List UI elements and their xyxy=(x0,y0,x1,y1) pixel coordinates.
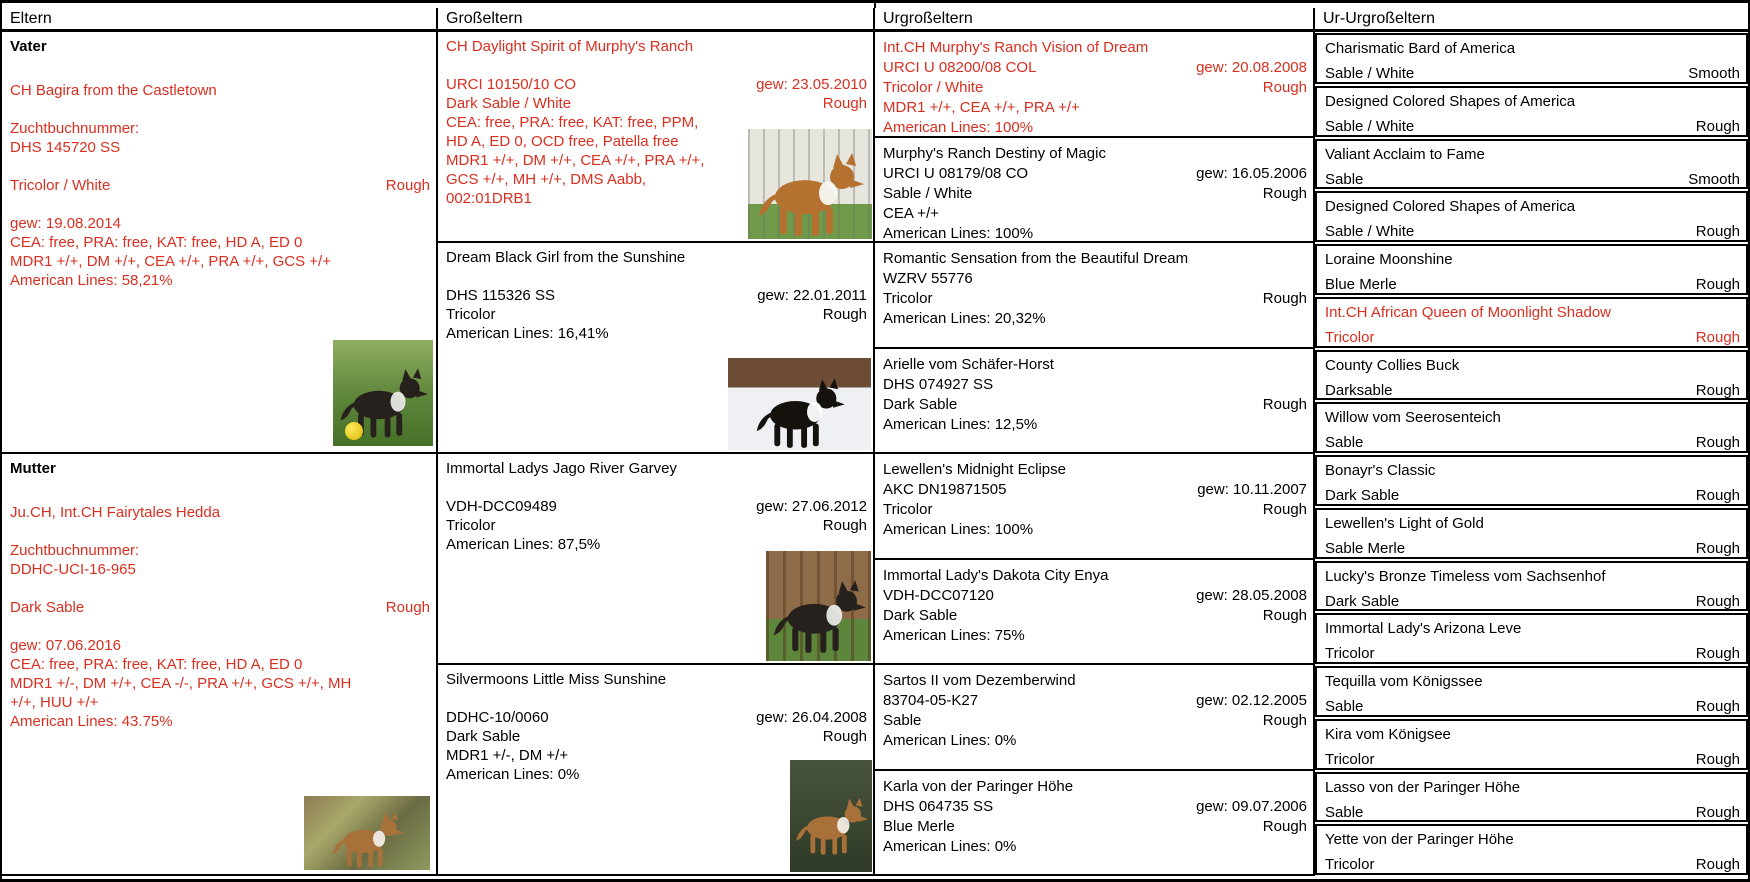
health-line: MDR1 +/-, DM +/+ xyxy=(446,747,569,764)
dog-color: Sable xyxy=(1325,434,1364,452)
ancestor-cell-great-grandparent-7 xyxy=(875,665,1315,771)
coat-type: Rough xyxy=(1262,817,1307,835)
coat-type: Rough xyxy=(1262,395,1307,413)
dog-photo xyxy=(766,551,871,661)
health-line: HD A, ED 0, OCD free, Patella free xyxy=(446,133,679,150)
header-grosseltern: Großeltern xyxy=(438,8,875,29)
registration-number: DDHC-UCI-16-965 xyxy=(10,561,136,578)
registration-number: DHS 064735 SS xyxy=(883,797,994,815)
dog-name: CH Daylight Spirit of Murphy's Ranch xyxy=(446,38,694,55)
ancestor-cell-gg-grandparent-12 xyxy=(1315,613,1748,664)
ancestor-cell-gg-grandparent-9 xyxy=(1315,455,1748,506)
coat-type: Rough xyxy=(1695,223,1740,241)
studbook-label: Zuchtbuchnummer: xyxy=(10,542,140,559)
dog-color: Sable Merle xyxy=(1325,539,1406,557)
coat-type: Rough xyxy=(1695,856,1740,874)
dog-name: Bonayr's Classic xyxy=(1325,462,1436,479)
dog-color: Sable xyxy=(883,712,922,729)
coat-type: Rough xyxy=(1262,290,1307,307)
registration-number: DHS 115326 SS xyxy=(446,287,555,304)
ancestor-cell-great-grandparent-6 xyxy=(875,560,1315,666)
birth-date: gew: 02.12.2005 xyxy=(1196,692,1307,709)
ancestor-cell-great-grandparent-3 xyxy=(875,243,1315,349)
american-lines: American Lines: 43.75% xyxy=(10,713,173,730)
birth-date: gew: 10.11.2007 xyxy=(1197,481,1307,498)
dog-color: Sable / White xyxy=(1325,223,1415,241)
dog-name: Immortal Ladys Jago River Garvey xyxy=(446,460,677,477)
registration-number: AKC DN19871505 xyxy=(883,481,1007,498)
dog-name: Immortal Lady's Dakota City Enya xyxy=(883,566,1109,584)
health-line: MDR1 +/+, CEA +/+, PRA +/+ xyxy=(883,99,1080,116)
parent-cell-father xyxy=(2,32,438,454)
american-lines: American Lines: 0% xyxy=(883,732,1017,749)
dog-name: Lewellen's Light of Gold xyxy=(1325,514,1484,532)
birth-date: gew: 26.04.2008 xyxy=(756,709,867,726)
ancestor-cell-grandparent-1 xyxy=(438,32,875,243)
ancestor-cell-great-grandparent-4 xyxy=(875,349,1315,455)
ancestor-cell-grandparent-3 xyxy=(438,454,875,665)
ancestor-cell-great-grandparent-8 xyxy=(875,771,1315,877)
coat-type: Rough xyxy=(822,517,867,534)
health-line: CEA: free, PRA: free, KAT: free, HD A, ED 0 xyxy=(10,234,303,251)
dog-photo xyxy=(333,340,433,446)
dog-color: Dark Sable xyxy=(1325,487,1400,504)
ancestor-cell-gg-grandparent-5 xyxy=(1315,244,1748,295)
health-line: CEA: free, PRA: free, KAT: free, PPM, xyxy=(446,114,699,131)
ancestor-cell-gg-grandparent-7 xyxy=(1315,350,1748,401)
dog-color: Tricolor / White xyxy=(883,79,984,96)
dog-name: Lasso von der Paringer Höhe xyxy=(1325,778,1521,796)
dog-name: Sartos II vom Dezemberwind xyxy=(883,672,1076,689)
ancestor-cell-great-grandparent-5 xyxy=(875,454,1315,560)
coat-type: Rough xyxy=(1695,645,1740,663)
dog-name: Romantic Sensation from the Beautiful Dream xyxy=(883,250,1189,267)
coat-type: Rough xyxy=(1695,803,1740,821)
dog-color: Tricolor xyxy=(1325,856,1375,874)
yellow-ball xyxy=(345,422,363,440)
registration-number: VDH-DCC09489 xyxy=(446,498,557,515)
birth-date: gew: 27.06.2012 xyxy=(756,498,867,515)
american-lines: American Lines: 87,5% xyxy=(446,536,601,553)
coat-type: Rough xyxy=(385,599,430,616)
table-top-edge xyxy=(0,0,1750,8)
registration-number: 83704-05-K27 xyxy=(883,692,979,709)
dog-color: Tricolor xyxy=(1325,645,1375,663)
birth-date: gew: 22.01.2011 xyxy=(757,287,867,304)
coat-type: Rough xyxy=(1695,117,1740,135)
coat-type: Rough xyxy=(1695,539,1740,557)
coat-type: Rough xyxy=(1262,501,1307,518)
dog-name: Yette von der Paringer Höhe xyxy=(1325,831,1514,849)
coat-type: Rough xyxy=(1695,487,1740,504)
registration-number: WZRV 55776 xyxy=(883,270,973,287)
table-bottom-edge xyxy=(0,876,1750,882)
birth-date: gew: 28.05.2008 xyxy=(1196,586,1307,604)
dog-name: Kira vom Königsee xyxy=(1325,725,1451,743)
health-line: MDR1 +/+, DM +/+, CEA +/+, PRA +/+, GCS +/+ xyxy=(10,253,331,270)
health-line: +/+, HUU +/+ xyxy=(10,694,99,711)
registration-number: URCI U 08179/08 CO xyxy=(883,164,1029,182)
dog-name: Lewellen's Midnight Eclipse xyxy=(883,461,1066,478)
coat-type: Rough xyxy=(1695,698,1740,715)
coat-type: Smooth xyxy=(1688,65,1740,82)
pedigree-body xyxy=(0,32,1750,876)
dog-color: Tricolor xyxy=(446,517,496,534)
birth-date: gew: 20.08.2008 xyxy=(1196,59,1307,76)
header-ur-urgrosseltern: Ur-Urgroßeltern xyxy=(1323,10,1436,27)
dog-name: Tequilla vom Königssee xyxy=(1325,673,1483,690)
dog-color: Dark Sable xyxy=(1325,592,1400,610)
parent-role-label: Vater xyxy=(10,38,47,55)
birth-date: gew: 23.05.2010 xyxy=(756,76,867,93)
health-line: CEA +/+ xyxy=(883,204,939,222)
header-eltern: Eltern xyxy=(2,8,438,29)
dog-name: Karla von der Paringer Höhe xyxy=(883,777,1074,795)
ancestor-cell-gg-grandparent-8 xyxy=(1315,402,1748,453)
coat-type: Rough xyxy=(822,306,867,323)
dog-color: Tricolor xyxy=(883,501,933,518)
ancestor-cell-gg-grandparent-15 xyxy=(1315,772,1748,823)
ancestor-cell-gg-grandparent-4 xyxy=(1315,191,1748,242)
coat-type: Rough xyxy=(1695,592,1740,610)
dog-photo xyxy=(304,796,430,870)
dog-name: Willow vom Seerosenteich xyxy=(1325,409,1501,427)
american-lines: American Lines: 100% xyxy=(883,521,1034,538)
dog-name: Designed Colored Shapes of America xyxy=(1325,92,1576,110)
coat-type: Rough xyxy=(1695,381,1740,399)
generation-header-row xyxy=(0,8,1750,32)
dog-color: Sable xyxy=(1325,698,1364,715)
parent-cell-mother xyxy=(2,454,438,876)
ancestor-cell-grandparent-4 xyxy=(438,665,875,876)
american-lines: American Lines: 100% xyxy=(883,119,1034,136)
birth-date: gew: 19.08.2014 xyxy=(10,215,121,232)
registration-number: DHS 074927 SS xyxy=(883,375,994,393)
dog-color: Sable xyxy=(1325,170,1364,188)
coat-type: Rough xyxy=(1695,434,1740,452)
american-lines: American Lines: 12,5% xyxy=(883,415,1038,433)
ancestor-cell-great-grandparent-2 xyxy=(875,138,1315,244)
registration-number: URCI U 08200/08 COL xyxy=(883,59,1037,76)
coat-type: Rough xyxy=(822,95,867,112)
american-lines: American Lines: 100% xyxy=(883,224,1034,242)
dog-color: Tricolor / White xyxy=(10,177,111,194)
ancestor-cell-gg-grandparent-13 xyxy=(1315,666,1748,717)
american-lines: American Lines: 58,21% xyxy=(10,272,173,289)
dog-name: Int.CH African Queen of Moonlight Shadow xyxy=(1325,303,1611,321)
header-urgrosseltern: Urgroßeltern xyxy=(875,8,1315,29)
dog-name: Ju.CH, Int.CH Fairytales Hedda xyxy=(10,504,221,521)
ancestor-cell-gg-grandparent-6 xyxy=(1315,297,1748,348)
dog-name: Dream Black Girl from the Sunshine xyxy=(446,249,686,266)
registration-number: DDHC-10/0060 xyxy=(446,709,549,726)
dog-name: Valiant Acclaim to Fame xyxy=(1325,145,1485,163)
dog-color: Dark Sable xyxy=(883,606,958,624)
ancestor-cell-gg-grandparent-11 xyxy=(1315,561,1748,612)
coat-type: Rough xyxy=(1262,184,1307,202)
dog-name: Arielle vom Schäfer-Horst xyxy=(883,355,1054,373)
birth-date: gew: 16.05.2006 xyxy=(1196,164,1307,182)
dog-color: Dark Sable / White xyxy=(446,95,572,112)
dog-color: Tricolor xyxy=(883,290,933,307)
ancestor-cell-gg-grandparent-1 xyxy=(1315,33,1748,84)
ancestor-cell-gg-grandparent-16 xyxy=(1315,824,1748,875)
ancestor-cell-gg-grandparent-3 xyxy=(1315,139,1748,190)
ancestor-cell-great-grandparent-1 xyxy=(875,32,1315,138)
registration-number: VDH-DCC07120 xyxy=(883,586,994,604)
health-line: MDR1 +/+, DM +/+, CEA +/+, PRA +/+, xyxy=(446,152,705,169)
coat-type: Smooth xyxy=(1688,170,1740,188)
dog-name: Int.CH Murphy's Ranch Vision of Dream xyxy=(883,39,1149,56)
american-lines: American Lines: 0% xyxy=(883,837,1017,855)
dog-name: Charismatic Bard of America xyxy=(1325,40,1516,57)
ancestor-cell-gg-grandparent-10 xyxy=(1315,508,1748,559)
dog-photo xyxy=(790,760,872,872)
dog-name: County Collies Buck xyxy=(1325,356,1460,374)
dog-color: Sable xyxy=(1325,803,1364,821)
coat-type: Rough xyxy=(1262,712,1307,729)
parent-role-label: Mutter xyxy=(10,460,56,477)
dog-color: Sable / White xyxy=(883,184,973,202)
dog-color: Darksable xyxy=(1325,381,1393,399)
dog-color: Dark Sable xyxy=(446,728,521,745)
dog-color: Dark Sable xyxy=(883,395,958,413)
health-line: CEA: free, PRA: free, KAT: free, HD A, ED 0 xyxy=(10,656,303,673)
column-border-tick xyxy=(874,3,876,8)
ancestor-cell-gg-grandparent-2 xyxy=(1315,86,1748,137)
american-lines: American Lines: 0% xyxy=(446,766,580,783)
dog-name: Silvermoons Little Miss Sunshine xyxy=(446,671,667,688)
coat-type: Rough xyxy=(1695,276,1740,293)
registration-number: URCI 10150/10 CO xyxy=(446,76,577,93)
dog-color: Sable / White xyxy=(1325,117,1415,135)
dog-name: Murphy's Ranch Destiny of Magic xyxy=(883,144,1106,162)
birth-date: gew: 07.06.2016 xyxy=(10,637,121,654)
american-lines: American Lines: 20,32% xyxy=(883,310,1046,327)
dog-name: Designed Colored Shapes of America xyxy=(1325,198,1576,216)
dog-color: Tricolor xyxy=(446,306,496,323)
coat-type: Rough xyxy=(1695,750,1740,768)
coat-type: Rough xyxy=(1262,606,1307,624)
american-lines: American Lines: 16,41% xyxy=(446,325,609,342)
dog-color: Blue Merle xyxy=(1325,276,1397,293)
birth-date: gew: 09.07.2006 xyxy=(1196,797,1307,815)
ancestor-cell-gg-grandparent-14 xyxy=(1315,719,1748,770)
coat-type: Rough xyxy=(1695,328,1740,346)
dog-name: Lucky's Bronze Timeless vom Sachsenhof xyxy=(1325,567,1606,585)
dog-photo xyxy=(748,129,872,239)
coat-type: Rough xyxy=(385,177,430,194)
dog-photo xyxy=(728,358,871,450)
dog-name: CH Bagira from the Castletown xyxy=(10,82,217,99)
health-line: GCS +/+, MH +/+, DMS Aabb, xyxy=(446,171,647,188)
dog-name: Immortal Lady's Arizona Leve xyxy=(1325,620,1522,638)
studbook-label: Zuchtbuchnummer: xyxy=(10,120,140,137)
dog-color: Sable / White xyxy=(1325,65,1415,82)
health-line: 002:01DRB1 xyxy=(446,190,532,207)
dog-color: Blue Merle xyxy=(883,817,955,835)
dog-color: Tricolor xyxy=(1325,328,1375,346)
ancestor-cell-grandparent-2 xyxy=(438,243,875,454)
registration-number: DHS 145720 SS xyxy=(10,139,121,156)
dog-name: Loraine Moonshine xyxy=(1325,251,1453,268)
dog-color: Dark Sable xyxy=(10,599,85,616)
coat-type: Rough xyxy=(1262,79,1307,96)
health-line: MDR1 +/-, DM +/+, CEA -/-, PRA +/+, GCS +/+, MH xyxy=(10,675,352,692)
dog-color: Tricolor xyxy=(1325,750,1375,768)
coat-type: Rough xyxy=(822,728,867,745)
american-lines: American Lines: 75% xyxy=(883,626,1025,644)
